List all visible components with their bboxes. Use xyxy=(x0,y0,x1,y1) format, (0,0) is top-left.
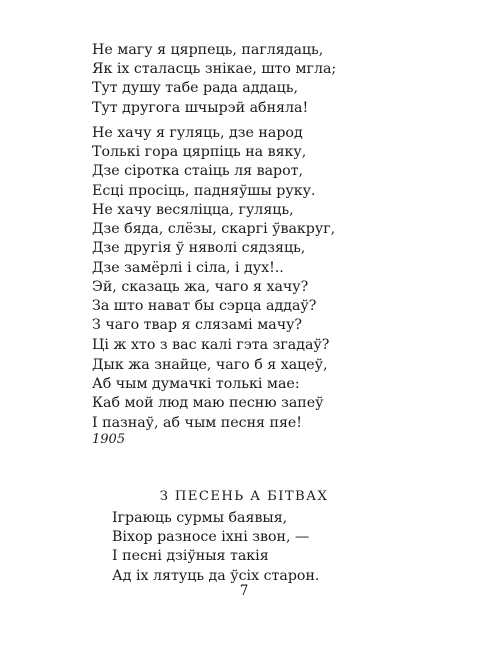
verse-line: Не хачу я гуляць, дзе народ xyxy=(92,125,303,141)
verse-line: Як іх сталасць знікае, што мгла; xyxy=(92,61,337,78)
verse-line: Не магу я цярпець, паглядаць, xyxy=(92,42,324,58)
verse-line: Тут другога шчырэй абняла! xyxy=(92,99,309,116)
verse-line: Каб мой люд маю песню запеў xyxy=(92,395,324,412)
verse-line: Не хачу весяліцца, гуляць, xyxy=(92,202,294,218)
poem-date: 1905 xyxy=(92,432,126,447)
verse-line: І пазнаў, аб чым песня пяе! xyxy=(92,414,302,431)
verse-line: Ці ж хто з вас калі гэта згадаў? xyxy=(92,336,330,353)
page-number: 7 xyxy=(239,583,249,599)
verse-line: Аб чым думачкі толькі мае: xyxy=(92,376,300,393)
stanza-2 xyxy=(92,124,315,201)
verse-line: З чаго твар я слязамі мачу? xyxy=(92,317,303,334)
verse-line: Дык жа знайце, чаго б я хацеў, xyxy=(92,357,328,373)
verse-line: І песні дзіўныя такія xyxy=(112,548,269,565)
stanza-4 xyxy=(92,278,329,355)
verse-line: Толькі гора цярпіць на вяку, xyxy=(92,144,307,161)
verse-line: Эй, сказаць жа, чаго я хачу? xyxy=(92,279,309,295)
verse-line: За што нават бы сэрца аддаў? xyxy=(92,298,317,315)
stanza-3 xyxy=(92,201,335,278)
verse-line: Дзе другія ў няволі сядзяць, xyxy=(92,240,306,257)
next-poem-stanza xyxy=(112,509,319,586)
verse-line: Тут душу табе рада аддаць, xyxy=(92,80,299,97)
stanza-1 xyxy=(92,41,336,118)
verse-line: Дзе замёрлі і сіла, і дух!.. xyxy=(92,259,284,276)
verse-line: Віхор разносе іхні звон, — xyxy=(112,529,310,546)
verse-line: Іграюць сурмы баявыя, xyxy=(112,510,288,526)
stanza-5 xyxy=(92,356,328,433)
next-poem-title: З ПЕСЕНЬ А БІТВАХ xyxy=(159,489,329,504)
verse-line: Ад іх лятуць да ўсіх старон. xyxy=(112,567,320,584)
verse-line: Дзе бяда, слёзы, скаргі ўвакруг, xyxy=(92,221,336,238)
verse-line: Дзе сіротка стаіць ля варот, xyxy=(92,163,304,180)
verse-line: Есці просіць, падняўшы руку. xyxy=(92,182,316,199)
